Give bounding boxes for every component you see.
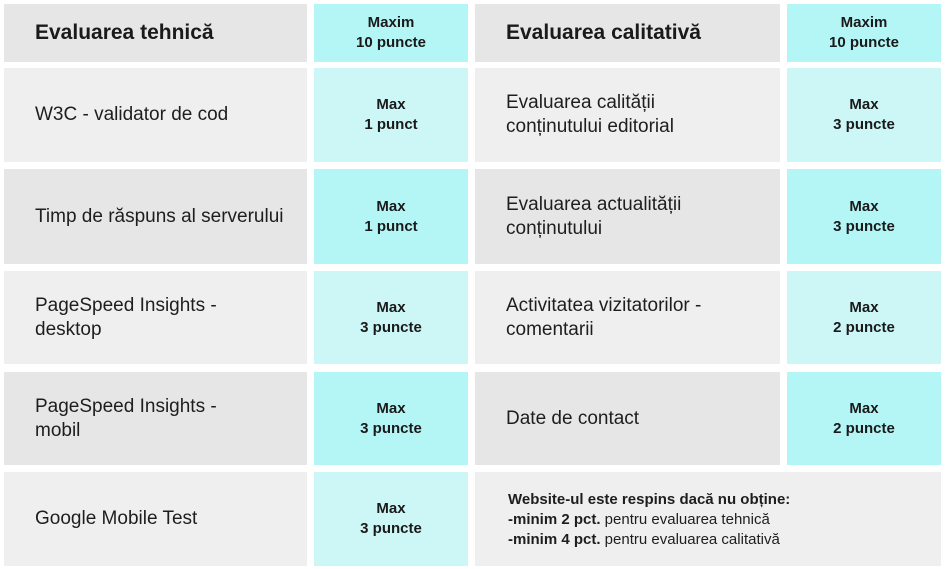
technical-criterion-cell: [4, 372, 307, 465]
quality-points-cell: [787, 372, 941, 465]
quality-criterion-cell: [475, 169, 780, 264]
points-label: Max: [849, 96, 879, 113]
quality-points-cell: [787, 271, 941, 364]
technical-title: Evaluarea tehnică: [35, 21, 214, 44]
technical-points-cell: [314, 169, 468, 264]
technical-criterion-cell: [4, 271, 307, 364]
points-value: 3 puncte: [360, 520, 422, 537]
quality-max-line-2: 10 puncte: [828, 34, 900, 51]
technical-points-cell: [314, 372, 468, 465]
technical-criterion-cell: [4, 472, 307, 566]
points-value: 3 puncte: [833, 217, 895, 235]
rejection-note-heading: Website-ul este respins dacă nu obține:: [508, 491, 791, 508]
quality-criterion-cell: [475, 372, 780, 465]
points-label: Max: [376, 399, 406, 417]
technical-criterion-label-line-1: PageSpeed Insights -: [35, 294, 217, 316]
points-label: Max: [849, 197, 879, 215]
technical-criterion-label: W3C - validator de cod: [35, 104, 229, 125]
technical-header: [4, 4, 307, 62]
technical-minimum: -minim 2 pct.: [508, 511, 601, 528]
rejection-condition-quality: [508, 530, 941, 550]
quality-points-cell: [787, 68, 941, 162]
quality-max-line-1: Maxim: [840, 14, 888, 31]
technical-max-header: [314, 4, 468, 62]
technical-points-cell: [314, 271, 468, 364]
technical-criterion-cell: [4, 169, 307, 264]
quality-criterion-cell: [475, 271, 780, 364]
technical-minimum-text: pentru evaluarea tehnică: [600, 511, 770, 528]
points-value: 3 puncte: [833, 116, 895, 133]
quality-minimum: -minim 4 pct.: [508, 531, 601, 548]
points-value: 3 puncte: [360, 318, 422, 336]
technical-criterion-label: Timp de răspuns al serverului: [35, 205, 284, 227]
quality-criterion-label-line-1: Evaluarea actualității: [506, 193, 682, 215]
technical-max-line-1: Maxim: [367, 14, 415, 31]
quality-header: [475, 4, 780, 62]
quality-criterion-label-line-2: conținutului editorial: [506, 116, 674, 137]
quality-criterion-label-line-1: Evaluarea calității: [506, 92, 655, 113]
points-value: 2 puncte: [833, 419, 895, 437]
points-label: Max: [376, 96, 406, 113]
technical-points-cell: [314, 472, 468, 566]
technical-criterion-label-line-1: PageSpeed Insights -: [35, 395, 217, 417]
points-value: 1 punct: [364, 217, 418, 235]
quality-minimum-text: pentru evaluarea calitativă: [600, 531, 780, 548]
quality-max-header: [787, 4, 941, 62]
quality-criterion-label-line-1: Activitatea vizitatorilor -: [506, 294, 702, 316]
quality-criterion-label-line-2: comentarii: [506, 318, 594, 340]
technical-points-cell: [314, 68, 468, 162]
quality-points-cell: [787, 169, 941, 264]
quality-title: Evaluarea calitativă: [506, 21, 701, 44]
quality-criterion-label-line-2: conținutului: [506, 217, 603, 239]
points-value: 3 puncte: [360, 419, 422, 437]
technical-criterion-label-line-2: desktop: [35, 318, 102, 340]
quality-criterion-label: Date de contact: [506, 407, 640, 429]
points-label: Max: [849, 298, 879, 316]
technical-criterion-label: Google Mobile Test: [35, 508, 198, 529]
technical-criterion-cell: [4, 68, 307, 162]
rejection-condition-technical: [508, 510, 941, 530]
points-label: Max: [376, 197, 406, 215]
points-label: Max: [849, 399, 879, 417]
rejection-note: [475, 472, 941, 566]
points-label: Max: [376, 500, 406, 517]
technical-max-line-2: 10 puncte: [355, 34, 427, 51]
points-label: Max: [376, 298, 406, 316]
technical-criterion-label-line-2: mobil: [35, 419, 81, 441]
points-value: 1 punct: [364, 116, 418, 133]
points-value: 2 puncte: [833, 318, 895, 336]
quality-criterion-cell: [475, 68, 780, 162]
